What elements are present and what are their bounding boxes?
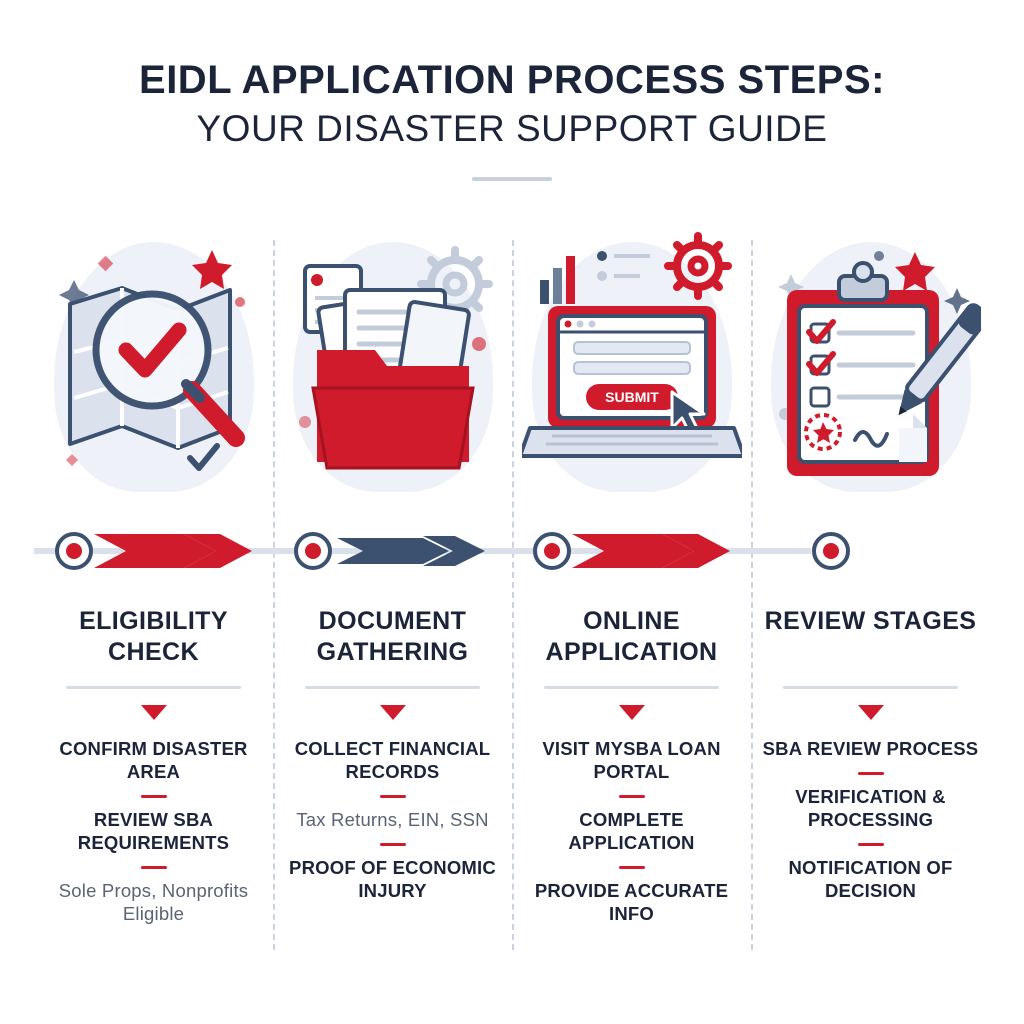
arrow-blue-icon <box>273 524 513 580</box>
bullet-item: Sole Props, Nonprofits Eligible <box>58 879 249 924</box>
bullet-item: PROOF OF ECONOMIC INJURY <box>289 856 496 901</box>
header <box>0 0 1024 181</box>
folder-documents-icon <box>283 232 503 512</box>
step-title: DOCUMENT GATHERING <box>316 607 469 666</box>
bullet-separator <box>858 772 884 775</box>
step-title: REVIEW STAGES <box>764 607 977 635</box>
caret-down-icon <box>619 705 645 720</box>
arrow-connector-2 <box>281 524 504 580</box>
step-divider <box>544 686 719 689</box>
arrow-connector-1 <box>42 524 265 580</box>
arrow-red-icon <box>512 524 752 580</box>
bullet-separator <box>619 866 645 869</box>
step-column-online-application <box>512 232 751 926</box>
page-subtitle: YOUR DISASTER SUPPORT GUIDE <box>196 107 828 149</box>
bullet-item: Tax Returns, EIN, SSN <box>296 808 489 830</box>
step-bullets <box>281 738 504 903</box>
step-divider <box>66 686 241 689</box>
bullet-item: COMPLETE APPLICATION <box>568 808 695 853</box>
step-divider <box>305 686 480 689</box>
illustration-eligibility-check <box>42 232 265 532</box>
title-divider <box>472 177 552 181</box>
bullet-separator <box>858 843 884 846</box>
bullet-item: NOTIFICATION OF DECISION <box>788 856 953 901</box>
arrow-endpoint <box>759 524 982 580</box>
illustration-review-stages <box>759 232 982 532</box>
bullet-separator <box>619 795 645 798</box>
laptop-submit-icon <box>522 232 742 512</box>
clipboard-checklist-pen-icon <box>761 232 981 512</box>
bullet-item: VERIFICATION & PROCESSING <box>795 785 946 830</box>
step-bullets <box>42 738 265 926</box>
endpoint-node-icon <box>751 524 991 580</box>
bullet-item: COLLECT FINANCIAL RECORDS <box>294 738 491 782</box>
step-title: ONLINE APPLICATION <box>545 607 718 666</box>
caret-down-icon <box>141 705 167 720</box>
bullet-item: VISIT MYSBA LOAN PORTAL <box>542 738 721 782</box>
mini-bar-chart <box>540 256 575 304</box>
map-magnifier-check-icon <box>44 232 264 512</box>
bullet-separator <box>141 866 167 869</box>
arrow-red-icon <box>34 524 274 580</box>
caret-down-icon <box>858 705 884 720</box>
bullet-separator <box>141 795 167 798</box>
arrow-connector-3 <box>520 524 743 580</box>
step-title: ELIGIBILITY CHECK <box>79 607 228 666</box>
submit-button-label: SUBMIT <box>604 389 659 405</box>
caret-down-icon <box>380 705 406 720</box>
bullet-separator <box>380 843 406 846</box>
bullet-item: REVIEW SBA REQUIREMENTS <box>77 808 230 853</box>
bullet-item: PROVIDE ACCURATE INFO <box>534 879 729 924</box>
bullet-item: CONFIRM DISASTER AREA <box>59 738 248 782</box>
bullet-item: SBA REVIEW PROCESS <box>762 738 979 759</box>
step-bullets <box>759 738 982 903</box>
illustration-online-application <box>520 232 743 532</box>
bullet-separator <box>380 795 406 798</box>
illustration-document-gathering <box>281 232 504 532</box>
step-column-eligibility-check <box>34 232 273 926</box>
step-divider <box>783 686 958 689</box>
steps-container <box>34 232 990 926</box>
step-bullets <box>520 738 743 926</box>
step-column-review-stages <box>751 232 990 926</box>
step-column-document-gathering <box>273 232 512 926</box>
page-title: EIDL APPLICATION PROCESS STEPS: <box>139 58 885 102</box>
